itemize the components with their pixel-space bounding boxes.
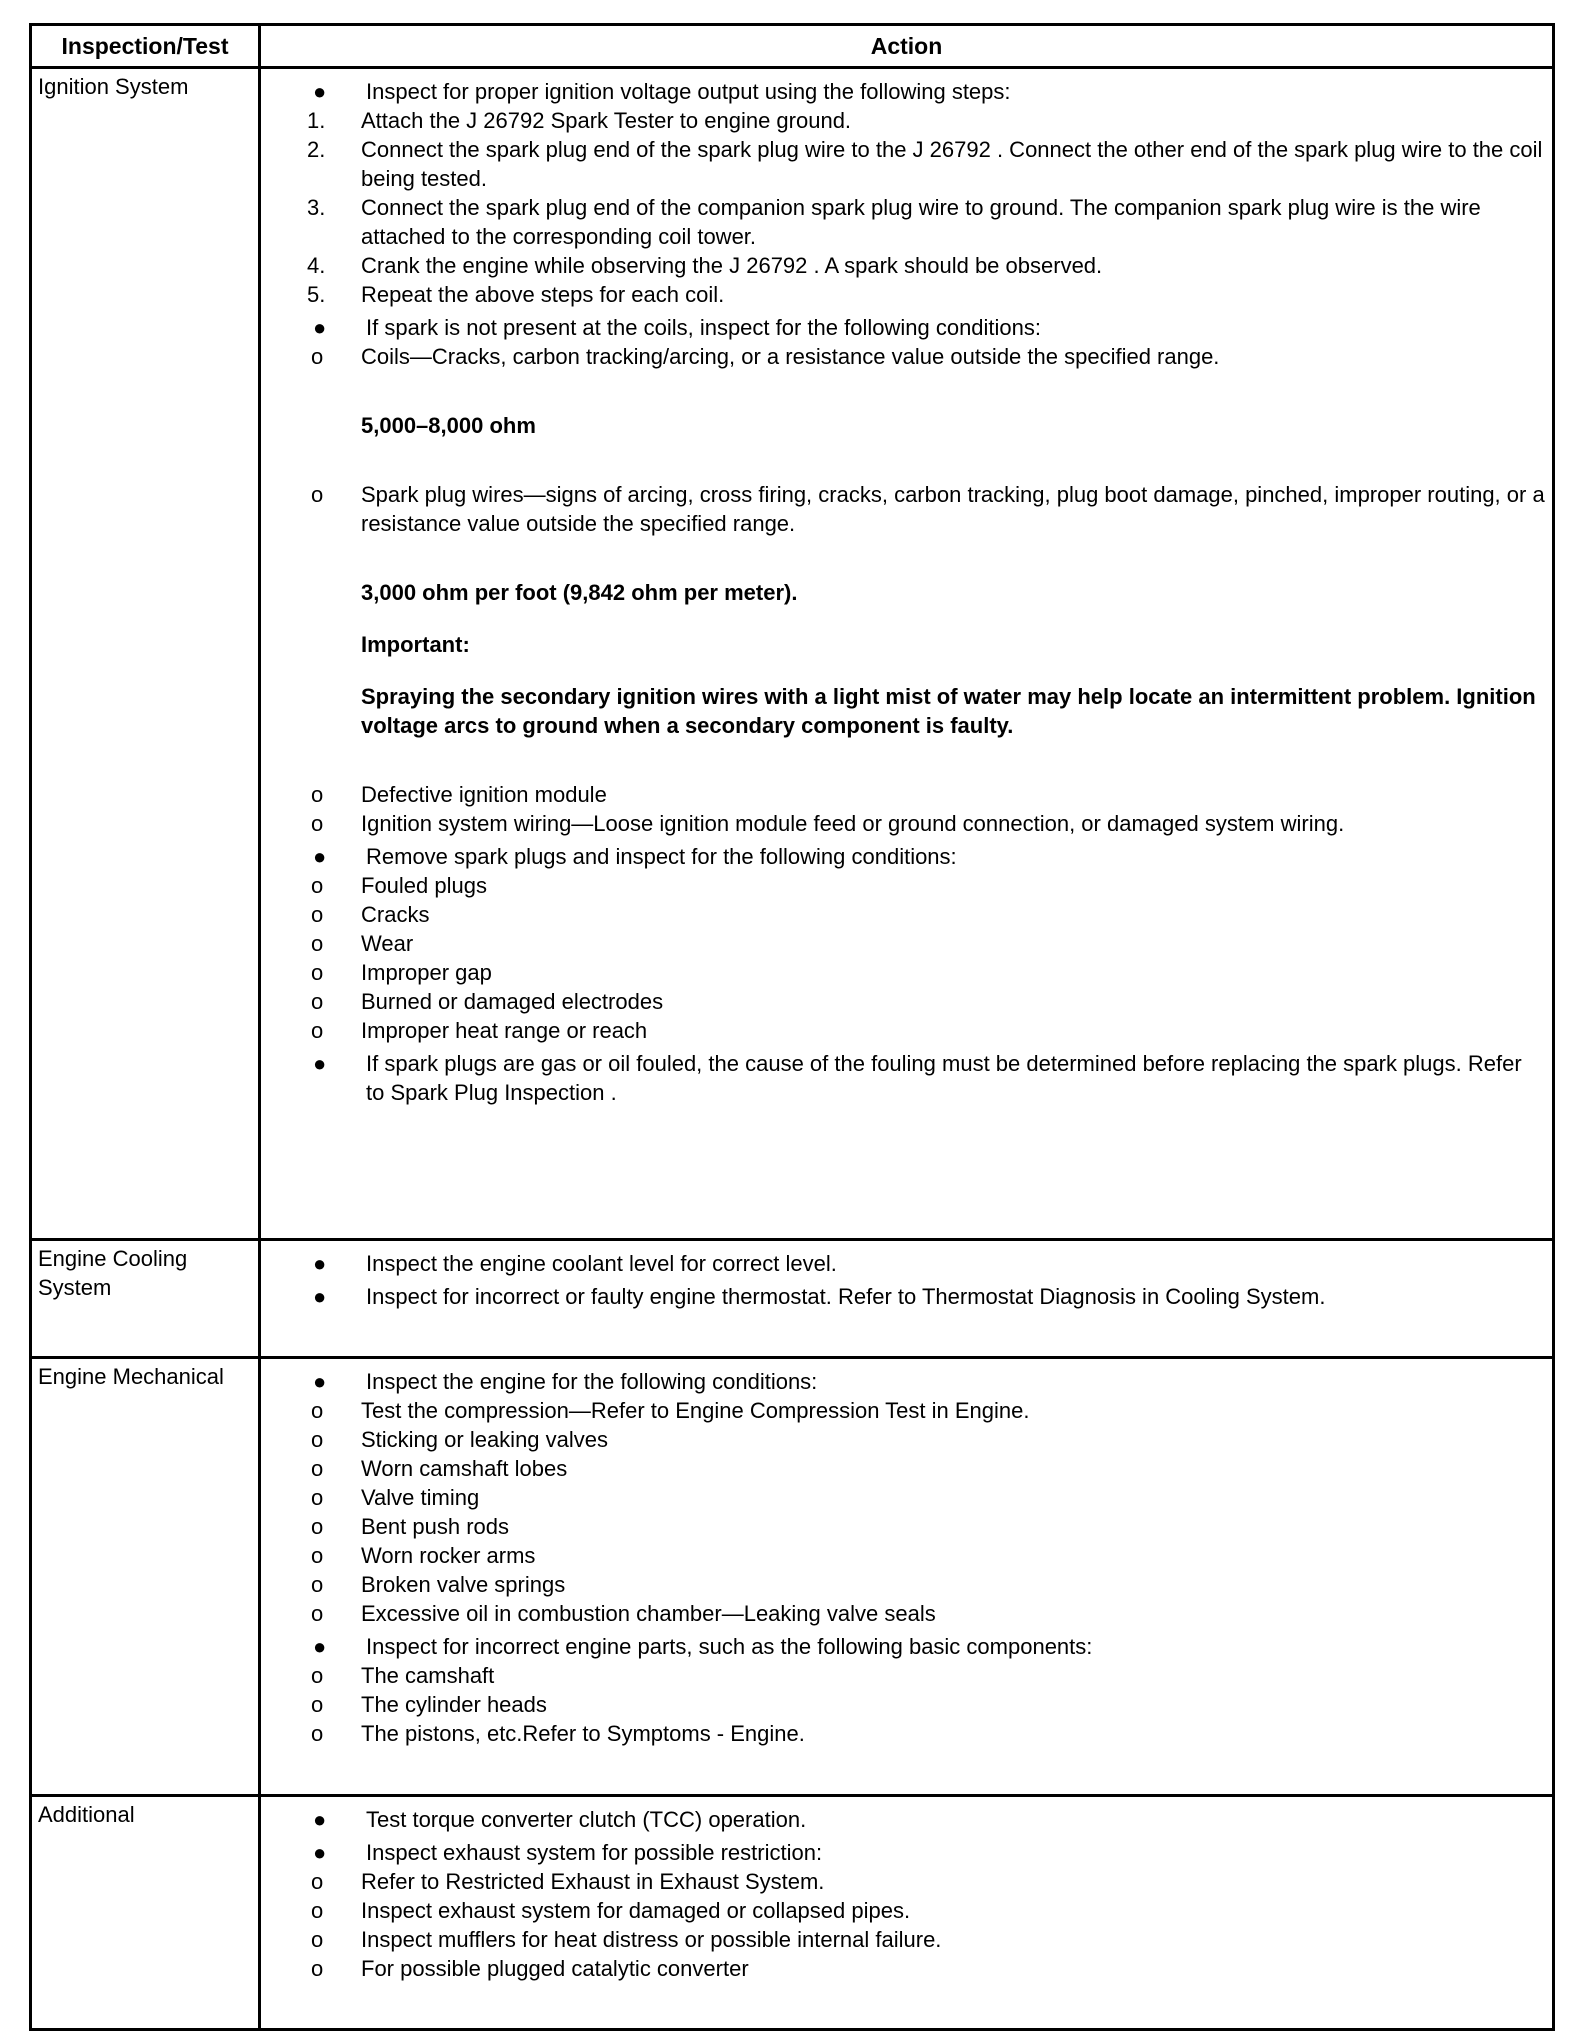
step-item [261,280,1546,309]
step-number: 2. [307,137,326,162]
sub-item-text: Improper heat range or reach [361,1018,648,1043]
sub-item [261,780,1546,809]
sub-item-text: Excessive oil in combustion chamber—Leaking valve seals [361,1601,936,1626]
sub-bullet-icon: o [311,1927,324,1952]
table-row-engine-cooling [32,1238,1552,1359]
coil-resistance-spec: 5,000–8,000 ohm [361,413,536,438]
sub-item [261,987,1546,1016]
sub-item-text: Coils—Cracks, carbon tracking/arcing, or a resistance value outside the specified range. [361,344,1220,369]
list-item [261,1838,1546,1983]
bullet-text: Inspect the engine for the following conditions: [366,1369,818,1394]
sub-item-text: Sticking or leaking valves [361,1427,609,1452]
sub-bullet-icon: o [311,1572,324,1597]
list-item [261,1249,1546,1278]
sub-item [261,1867,1546,1896]
sub-bullet-icon: o [311,1721,324,1746]
sub-bullet-icon: o [311,873,324,898]
step-item [261,251,1546,280]
sub-bullet-icon: o [311,1869,324,1894]
sub-bullet-icon: o [311,1663,324,1688]
sub-item-text: Inspect exhaust system for damaged or collapsed pipes. [361,1898,911,1923]
sub-item [261,1954,1546,1983]
sub-item [261,929,1546,958]
sub-item [261,1454,1546,1483]
bullet-icon: ● [313,1634,327,1659]
sub-bullet-icon: o [311,931,324,956]
sub-item [261,1661,1546,1690]
sub-bullet-icon: o [311,1543,324,1568]
sub-item [261,1483,1546,1512]
sub-bullet-icon: o [311,960,324,985]
mechanical-actions [261,1367,1546,1752]
sub-bullet-icon: o [311,1485,324,1510]
bullet-text: Inspect for incorrect engine parts, such as the following basic components: [366,1634,1093,1659]
step-item [261,135,1546,193]
sub-item [261,480,1546,538]
step-text: Repeat the above steps for each coil. [361,282,725,307]
ignition-actions [261,77,1546,1111]
list-item [261,77,1546,309]
step-text: Attach the J 26792 Spark Tester to engine ground. [361,108,852,133]
step-text: Crank the engine while observing the J 26792 . A spark should be observed. [361,253,1103,278]
wire-resistance-spec: 3,000 ohm per foot (9,842 ohm per meter). [361,580,798,605]
bullet-icon: ● [313,1840,327,1865]
list-item [261,313,1546,838]
sub-item [261,871,1546,900]
sub-bullet-icon: o [311,1456,324,1481]
sub-item [261,1425,1546,1454]
sub-item-text: Improper gap [361,960,492,985]
header-inspection-test: Inspection/Test [61,33,229,59]
table-header-row [32,26,1552,66]
step-text: Connect the spark plug end of the spark plug wire to the J 26792 . Connect the other end of the spark plug wire to the coil being tested. [361,137,1543,191]
sub-item-text: Valve timing [361,1485,480,1510]
bullet-icon: ● [313,79,327,104]
bullet-text: Remove spark plugs and inspect for the following conditions: [366,844,957,869]
important-note: Spraying the secondary ignition wires with a light mist of water may help locate an intermittent problem. Ignition voltage arcs to ground when a secondary component is faulty. [361,684,1536,738]
sub-item-text: Worn rocker arms [361,1543,536,1568]
sub-bullet-icon: o [311,1018,324,1043]
sub-bullet-icon: o [311,1956,324,1981]
sub-item [261,900,1546,929]
step-item [261,193,1546,251]
category-ignition-system: Ignition System [38,74,189,99]
sub-item-text: Wear [361,931,414,956]
sub-bullet-icon: o [311,1398,324,1423]
sub-bullet-icon: o [311,482,324,507]
sub-bullet-icon: o [311,1427,324,1452]
bullet-icon: ● [313,1369,327,1394]
step-text: Connect the spark plug end of the companion spark plug wire to ground. The companion spark plug wire is the wire attached to the corresponding coil tower. [361,195,1481,249]
sub-item [261,1925,1546,1954]
category-engine-cooling: Engine Cooling System [38,1246,188,1300]
bullet-icon: ● [313,1807,327,1832]
bullet-text: Inspect for proper ignition voltage output using the following steps: [366,79,1011,104]
bullet-text: Test torque converter clutch (TCC) operation. [366,1807,807,1832]
sub-bullet-icon: o [311,344,324,369]
list-item [261,1282,1546,1311]
list-item [261,1367,1546,1628]
sub-bullet-icon: o [311,989,324,1014]
category-additional: Additional [38,1802,135,1827]
sub-item [261,1541,1546,1570]
important-label: Important: [361,632,470,657]
step-number: 1. [307,108,326,133]
list-item [261,1632,1546,1748]
sub-item-text: Refer to Restricted Exhaust in Exhaust System. [361,1869,825,1894]
header-action: Action [870,33,943,59]
sub-item [261,809,1546,838]
sub-item-text: Fouled plugs [361,873,487,898]
sub-item [261,1570,1546,1599]
inspection-table [29,23,1555,2031]
table-row-ignition-system [32,66,1552,1241]
sub-item [261,1016,1546,1045]
sub-item-text: The cylinder heads [361,1692,547,1717]
sub-item [261,1599,1546,1628]
sub-item-text: The camshaft [361,1663,495,1688]
sub-item-text: Ignition system wiring—Loose ignition module feed or ground connection, or damaged system wiring. [361,811,1345,836]
sub-item [261,1512,1546,1541]
sub-bullet-icon: o [311,1601,324,1626]
list-item [261,842,1546,1045]
sub-item [261,958,1546,987]
bullet-text: If spark is not present at the coils, inspect for the following conditions: [366,315,1042,340]
sub-item-text: Spark plug wires—signs of arcing, cross firing, cracks, carbon tracking, plug boot damage, pinched, improper routing, or a resistance value outside the specified range. [361,482,1545,536]
bullet-text: Inspect exhaust system for possible restriction: [366,1840,823,1865]
sub-bullet-icon: o [311,1898,324,1923]
sub-bullet-icon: o [311,782,324,807]
sub-item [261,342,1546,371]
sub-item-text: Broken valve springs [361,1572,566,1597]
sub-item-text: For possible plugged catalytic converter [361,1956,749,1981]
bullet-text: If spark plugs are gas or oil fouled, the cause of the fouling must be determined before replacing the spark plugs. Refer to Spark Plug Inspection . [366,1051,1522,1105]
step-item [261,106,1546,135]
table-row-engine-mechanical [32,1356,1552,1797]
bullet-icon: ● [313,1284,327,1309]
sub-item [261,1896,1546,1925]
sub-bullet-icon: o [311,1692,324,1717]
sub-item-text: Inspect mufflers for heat distress or possible internal failure. [361,1927,942,1952]
step-number: 5. [307,282,326,307]
sub-bullet-icon: o [311,1514,324,1539]
sub-item [261,1396,1546,1425]
sub-item-text: Bent push rods [361,1514,509,1539]
step-number: 4. [307,253,326,278]
sub-item-text: The pistons, etc.Refer to Symptoms - Engine. [361,1721,805,1746]
bullet-text: Inspect the engine coolant level for correct level. [366,1251,837,1276]
sub-item-text: Burned or damaged electrodes [361,989,664,1014]
sub-item-text: Cracks [361,902,430,927]
sub-bullet-icon: o [311,902,324,927]
sub-item-text: Defective ignition module [361,782,607,807]
bullet-icon: ● [313,1051,327,1076]
step-number: 3. [307,195,326,220]
list-item [261,1805,1546,1834]
sub-bullet-icon: o [311,811,324,836]
sub-item-text: Worn camshaft lobes [361,1456,568,1481]
sub-item-text: Test the compression—Refer to Engine Compression Test in Engine. [361,1398,1030,1423]
bullet-icon: ● [313,1251,327,1276]
list-item [261,1049,1546,1107]
bullet-icon: ● [313,315,327,340]
cooling-actions [261,1249,1546,1315]
bullet-text: Inspect for incorrect or faulty engine thermostat. Refer to Thermostat Diagnosis in Cooling System. [366,1284,1326,1309]
bullet-icon: ● [313,844,327,869]
table-row-additional [32,1794,1552,2031]
additional-actions [261,1805,1546,1987]
sub-item [261,1719,1546,1748]
sub-item [261,1690,1546,1719]
category-engine-mechanical: Engine Mechanical [38,1364,224,1389]
